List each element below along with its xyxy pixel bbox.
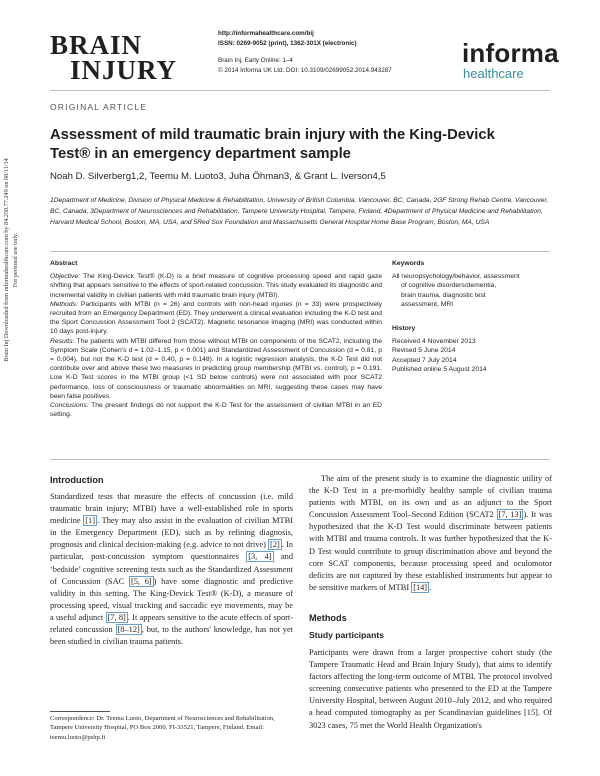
journal-issn: ISSN: 0269-9052 (print), 1362-301X (electronic) xyxy=(218,40,357,47)
introduction-heading: Introduction xyxy=(50,475,104,485)
copyright-doi: © 2014 Informa UK Ltd. DOI: 10.3109/02699052.2014.943287 xyxy=(218,67,392,74)
keywords xyxy=(392,259,552,309)
introduction-paragraph: Standardized tests that measure the effects of concussion (i.e. mild traumatic brain injury; MTBI) have a well-established role in sports medicine [1] . They may also assist in the evaluation of civilian MTBI in the Emergency Department (ED), such as by refining diagnosis, prognosis and clinical decision-making (e.g. advice to not drive) [2] . In particular, post-concussion symptom questionnaires [3, 4] and ‘bedside’ cognitive screening tests such as the Standardized Assessment of Concussion (SAC [5, 6] ) have some diagnostic and predictive validity in this setting. The King-Devick Test® (K-D), a measure of processing speed, visual tracking and saccadic eye movements, may be a useful adjunct [7, 8] . It appears sensitive to the acute effects of sport-related concussion [8–12] , but, to the authors' knowledge, has not yet been studied in civilian trauma patients. xyxy=(50,492,294,647)
publisher-logo: informa xyxy=(462,38,559,68)
history xyxy=(392,324,552,374)
early-online: Brain Inj, Early Online: 1–4 xyxy=(218,57,293,64)
citation-link[interactable]: [7, 8] xyxy=(107,612,126,622)
personal-use-notice: For personal use only. xyxy=(12,232,19,288)
citation-link[interactable]: [7, 13] xyxy=(498,510,522,520)
keyword-line: All neuropsychology/behavior, assessment xyxy=(392,273,520,281)
author-list: Noah D. Silverberg1,2, Teemu M. Luoto3, Juha Öhman3, & Grant L. Iverson4,5 xyxy=(50,171,386,182)
abstract-methods: Methods: Participants with MTBI (n = 26) and controls with non-head injuries (n = 33) were prospectively recruited from an Emergency Department (ED). They underwent a clinical evaluation including the K-D test and the Sport Concussion Assessment Tool 2 (SCAT2). Magnetic resonance imaging (MRI) was conducted within 10 days post-injury. xyxy=(50,300,382,336)
journal-logo-injury: INJURY xyxy=(70,55,178,85)
journal-url[interactable]: http://informahealthcare.com/bij xyxy=(218,30,314,37)
abstract-bottom-divider xyxy=(50,459,550,460)
abstract-results: Results: The patients with MTBI differed from those without MTBI on components of the SCAT2, including the Symptom Scale (Cohen's d = 1.02–1.15, p < 0.001) and Standardized Assessment of Concussion (d = 0.81, p = 0.004), but not the K-D test (d = 0.40, p = 0.148). In a logistic regression analysis, the K-D Test did not contribute over and above these two measures in predicting group membership (MTBI vs. control), p = 0.191. Low K-D Test scores in the MTBI group (<1 SD below controls) were not associated with poor SCAT2 performance, loss of consciousness or traumatic abnormalities on MRI, suggesting these cases may have been false positives. xyxy=(50,337,382,400)
correspondence: Correspondence: Dr. Teemu Luoto, Department of Neurosciences and Rehabilitation, Tampere University Hospital, PO Box 2000, FI-33521, Tampere, Finland. Email: teemu.luoto@pshp.fi xyxy=(50,715,275,741)
download-sidebar xyxy=(2,0,24,530)
abstract-objective: Objective: The King-Devick Test® (K-D) is a brief measure of cognitive processing speed and rapid gaze shifting that appears sensitive to the effects of sport-related concussion. This study evaluated its diagnostic and incremental validity in civilian patients with mild traumatic brain injury (MTBI). xyxy=(50,273,382,299)
history-revised: Revised 5 June 2014 xyxy=(392,347,456,355)
aim-paragraph: The aim of the present study is to examine the diagnostic utility of the K-D Test in a pre-morbidly healthy sample of civilian trauma patients with MTBI, on its own and as an adjunct to the Sport Concussion Assessment Tool–Second Edition (SCAT2 [7, 13] ). It was hypothesized that the K-D Test would discriminate between patients with MTBI and trauma controls. It was further hypothesized that the K-D Test would contribute to group discrimination above and beyond the core SCAT components, because processing speed and oculomotor deficits are not captured by these established instruments but appear to be sensitive markers of MTBI [14] . xyxy=(309,474,552,592)
keyword-line: assessment, MRI xyxy=(401,300,454,308)
abstract-top-divider xyxy=(50,251,550,252)
journal-logo-brain: BRAIN xyxy=(50,30,143,60)
abstract-heading: Abstract xyxy=(50,260,78,267)
keyword-line: brain trauma, diagnostic test xyxy=(401,291,486,299)
history-received: Received 4 November 2013 xyxy=(392,338,476,346)
header-divider xyxy=(50,90,550,91)
methods-heading: Methods xyxy=(309,613,347,623)
article-type: ORIGINAL ARTICLE xyxy=(50,102,148,112)
footnote-divider xyxy=(50,711,110,712)
citation-link[interactable]: [1] xyxy=(85,516,95,526)
citation-link[interactable]: [5, 6] xyxy=(130,576,152,586)
abstract-conclusions: Conclusions: The present findings do not support the K-D Test for the assessment of civilian MTBI in an ED setting. xyxy=(50,402,382,419)
abstract xyxy=(50,259,382,419)
keywords-heading: Keywords xyxy=(392,260,425,267)
article-title: Assessment of mild traumatic brain injury with the King-Devick Test® in an emergency department sample xyxy=(50,127,495,162)
publisher-sub-logo: healthcare xyxy=(463,66,524,81)
affiliations: 1Department of Medicine, Division of Physical Medicine & Rehabilitation, University of British Columbia, Vancouver, BC, Canada, 2GF Strong Rehab Centre, Vancouver, BC, Canada, 3Department of Neurosciences and Rehabilitation, Tampere University Hospital, Tampere, Finland, 4Department of Physical Medicine and Rehabilitation, Harvard Medical School, Boston, MA, USA, and 5Red Sox Foundation and Massachusetts General Hospital Home Base Program, Boston, MA, USA xyxy=(50,197,549,226)
history-accepted: Accepted 7 July 2014 xyxy=(392,356,457,364)
citation-link[interactable]: [14] xyxy=(413,582,428,592)
study-participants-heading: Study participants xyxy=(309,630,384,640)
citation-link[interactable]: [3, 4] xyxy=(248,552,272,562)
history-heading: History xyxy=(392,325,416,332)
citation-link[interactable]: [8–12] xyxy=(117,625,140,635)
participants-paragraph: Participants were drawn from a larger prospective cohort study (the Tampere Traumatic Head and Brain Injury Study), that aims to identify factors affecting the long-term outcome of MTBI. The protocol involved screening consecutive patients who presented to the ED at the Tampere University Hospital, between August 2010–July 2012, and who required a head computed tomography as per Scandinavian guidelines [15]. Of 3023 cases, 75 met the World Health Organization's xyxy=(309,648,552,730)
download-notice: Brain Inj Downloaded from informahealthcare.com by 84.250.77.249 on 08/11/14 xyxy=(3,158,10,362)
keyword-line: of cognitive disorders/dementia, xyxy=(401,282,497,290)
history-published: Published online 5 August 2014 xyxy=(392,365,487,373)
citation-link[interactable]: [2] xyxy=(270,540,280,550)
